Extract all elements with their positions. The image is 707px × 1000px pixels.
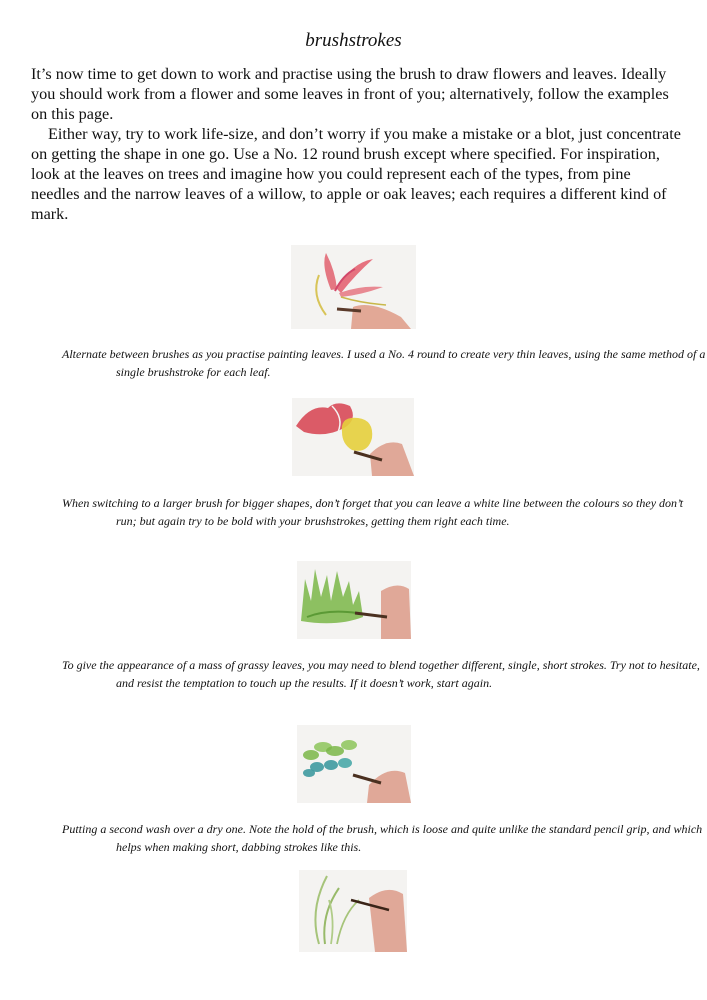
caption-2: When switching to a larger brush for bigger shapes, don’t forget that you can leave a white line between the colours so they don’t run; but again try to be bold with your brushstrokes, getting them right each time.: [62, 496, 684, 528]
caption-4: Putting a second wash over a dry one. Note the hold of the brush, which is loose and quite unlike the standard pencil grip, and which helps when making short, dabbing strokes like this.: [62, 822, 703, 854]
intro-paragraph-1: It’s now time to get down to work and practise using the brush to draw flowers and leaves. Ideally you should work from a flower and some leaves in front of you; alternatively, follow the examples on this page.: [31, 65, 669, 123]
intro-text: [31, 64, 681, 224]
red-yellow-leaves-photo: [292, 398, 414, 476]
green-grassy-leaves-photo: [297, 561, 411, 639]
thin-grass-lines-photo: [299, 870, 407, 952]
caption-3: To give the appearance of a mass of grassy leaves, you may need to blend together different, single, short strokes. Try not to hesitate, and resist the temptation to touch up the results. If it doesn’t work, start again.: [62, 658, 700, 690]
blue-green-dabs-photo: [297, 725, 411, 803]
page-title: brushstrokes: [305, 30, 402, 51]
caption-1: Alternate between brushes as you practise painting leaves. I used a No. 4 round to create very thin leaves, using the same method of a single brushstroke for each leaf.: [62, 347, 706, 379]
pink-lily-photo: [291, 245, 416, 329]
intro-paragraph-2: Either way, try to work life-size, and don’t worry if you make a mistake or a blot, just concentrate on getting the shape in one go. Use a No. 12 round brush except where specified. For inspiration, look at the leaves on trees and imagine how you could represent each of the types, from pine needles and the narrow leaves of a willow, to apple or oak leaves; each requires a different kind of mark.: [31, 125, 681, 223]
